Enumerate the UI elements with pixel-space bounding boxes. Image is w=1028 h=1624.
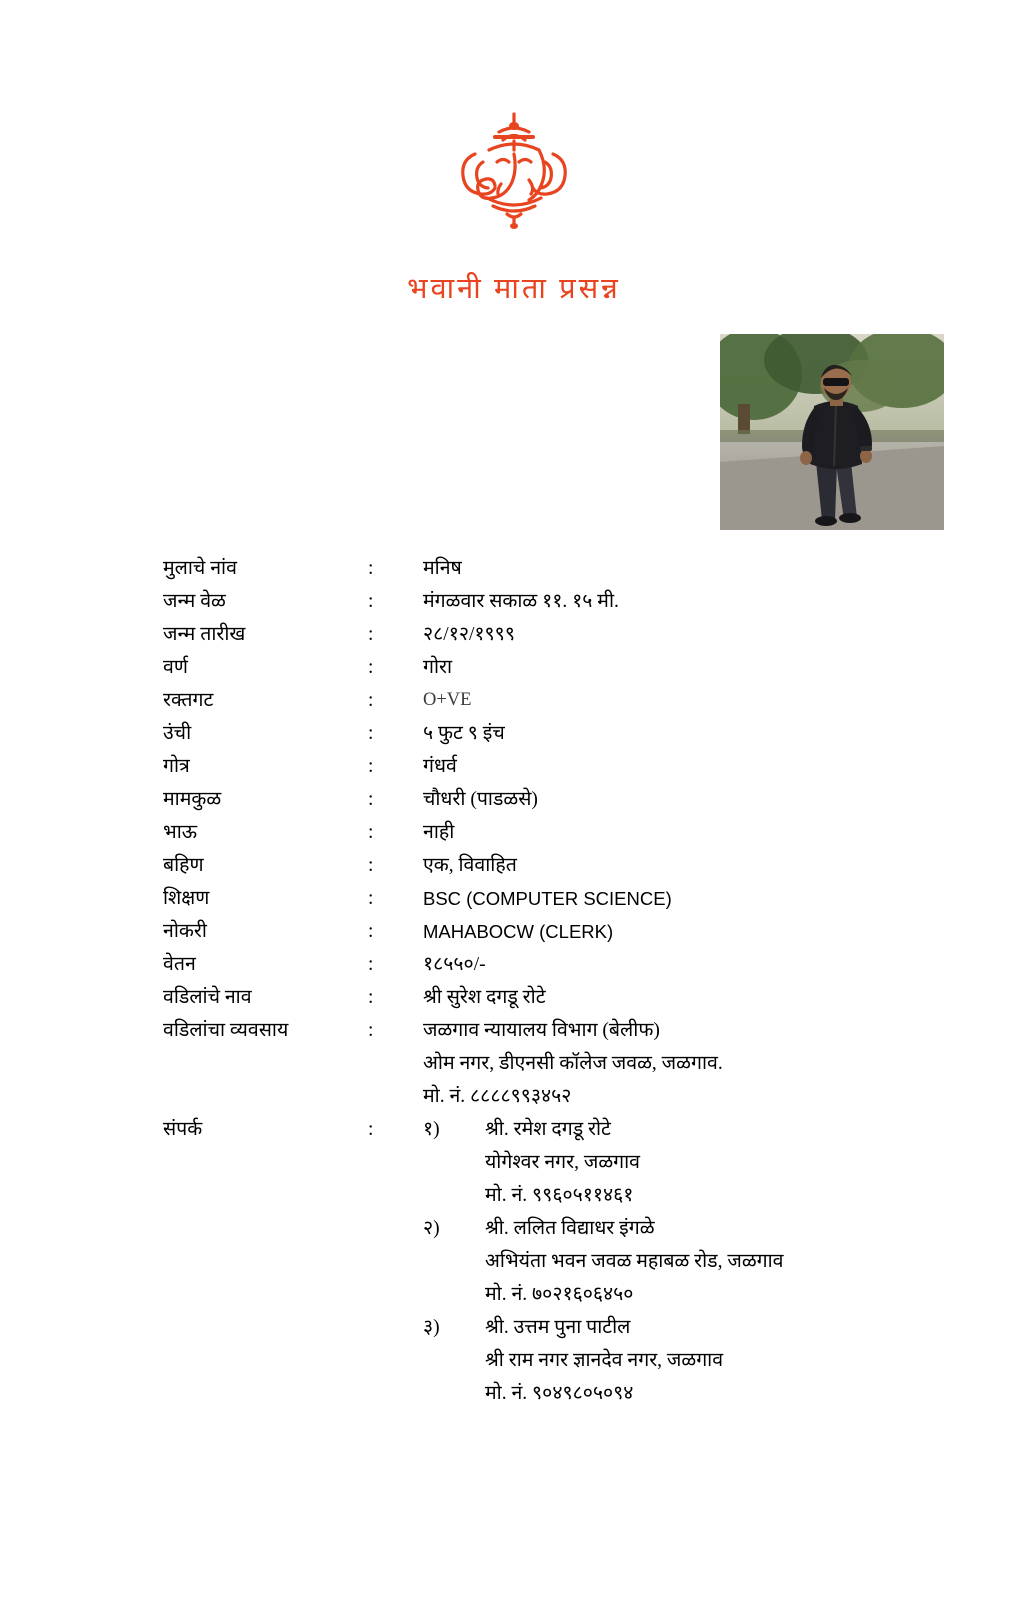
row-value: श्री सुरेश दगडू रोटे — [423, 987, 546, 1008]
contact-number: २) — [423, 1218, 440, 1239]
row-value: गोरा — [423, 657, 453, 678]
contact-name: श्री. रमेश दगडू रोटे — [485, 1119, 611, 1140]
contact-address: अभियंता भवन जवळ महाबळ रोड, जळगाव — [485, 1251, 784, 1272]
contact-lines — [485, 1113, 640, 1212]
row-label: वर्ण — [163, 657, 188, 678]
list-item — [423, 1311, 923, 1410]
row-label: वेतन — [163, 954, 196, 975]
table-row — [163, 981, 923, 1014]
blessing-text: भवानी माता प्रसन्न — [407, 273, 621, 305]
contact-phone: मो. नं. ९९६०५११४६१ — [485, 1185, 634, 1206]
table-row — [163, 585, 923, 618]
row-value: एक, विवाहित — [423, 855, 517, 876]
row-colon: : — [368, 723, 374, 744]
table-row — [163, 816, 923, 849]
row-colon: : — [368, 591, 374, 612]
details-table — [163, 552, 923, 1410]
row-colon: : — [368, 756, 374, 777]
table-row — [163, 552, 923, 585]
ganesh-emblem — [0, 110, 1028, 230]
row-label: उंची — [163, 723, 192, 744]
candidate-photo — [720, 334, 944, 530]
table-row — [163, 651, 923, 684]
contacts-list — [423, 1113, 923, 1410]
contact-address: योगेश्वर नगर, जळगाव — [485, 1152, 641, 1173]
row-colon: : — [368, 987, 374, 1008]
row-value: २८/१२/१९९९ — [423, 624, 515, 645]
row-value: चौधरी (पाडळसे) — [423, 789, 538, 810]
row-value: MAHABOCW (CLERK) — [423, 921, 614, 942]
row-colon: : — [368, 624, 374, 645]
row-label: नोकरी — [163, 921, 207, 942]
address-line — [163, 1080, 923, 1113]
row-value: मनिष — [423, 558, 462, 579]
list-item — [423, 1113, 923, 1212]
row-label: शिक्षण — [163, 888, 210, 909]
table-row — [163, 618, 923, 651]
table-row — [163, 783, 923, 816]
row-colon: : — [368, 954, 374, 975]
address-phone: मो. नं. ८८८८९९३४५२ — [423, 1086, 572, 1107]
row-colon: : — [368, 558, 374, 579]
row-label: मामकुळ — [163, 789, 222, 810]
table-row — [163, 948, 923, 981]
row-label: वडिलांचा व्यवसाय — [163, 1020, 289, 1041]
row-label: मुलाचे नांव — [163, 558, 237, 579]
contacts-section — [163, 1113, 923, 1410]
row-label: जन्म वेळ — [163, 591, 226, 612]
row-colon: : — [368, 789, 374, 810]
table-row — [163, 1014, 923, 1047]
contact-lines — [485, 1311, 723, 1410]
list-item — [423, 1212, 923, 1311]
row-label: रक्तगट — [163, 690, 214, 711]
table-row — [163, 882, 923, 915]
row-label: बहिण — [163, 855, 204, 876]
table-row — [163, 849, 923, 882]
contact-address: श्री राम नगर ज्ञानदेव नगर, जळगाव — [485, 1350, 724, 1371]
photo-image — [720, 334, 944, 530]
row-value: गंधर्व — [423, 756, 457, 777]
row-value: BSC (COMPUTER SCIENCE) — [423, 888, 672, 909]
row-value: नाही — [423, 822, 455, 843]
contacts-label: संपर्क — [163, 1119, 203, 1140]
row-label: भाऊ — [163, 822, 198, 843]
row-colon: : — [368, 855, 374, 876]
row-value: १८५५०/- — [423, 954, 486, 975]
row-colon: : — [368, 657, 374, 678]
contacts-colon: : — [368, 1119, 374, 1140]
table-row — [163, 684, 923, 717]
row-colon: : — [368, 888, 374, 909]
contact-lines — [485, 1212, 784, 1311]
row-colon: : — [368, 1020, 374, 1041]
contact-number: १) — [423, 1119, 440, 1140]
contact-phone: मो. नं. ९०४९८०५०९४ — [485, 1383, 634, 1404]
indent-spacer — [163, 1080, 423, 1113]
row-label: गोत्र — [163, 756, 190, 777]
ganesh-icon — [429, 110, 599, 230]
contact-phone: मो. नं. ७०२१६०६४५० — [485, 1284, 634, 1305]
table-row — [163, 717, 923, 750]
row-label: वडिलांचे नाव — [163, 987, 252, 1008]
contact-name: श्री. उत्तम पुना पाटील — [485, 1317, 631, 1338]
row-value: ५ फुट ९ इंच — [423, 723, 505, 744]
row-label: जन्म तारीख — [163, 624, 246, 645]
table-row — [163, 915, 923, 948]
row-value: जळगाव न्यायालय विभाग (बेलीफ) — [423, 1020, 660, 1041]
indent-spacer — [163, 1047, 423, 1080]
row-value: मंगळवार सकाळ ११. १५ मी. — [423, 591, 619, 612]
row-colon: : — [368, 822, 374, 843]
table-row — [163, 750, 923, 783]
row-colon: : — [368, 690, 374, 711]
address-text: ओम नगर, डीएनसी कॉलेज जवळ, जळगाव. — [423, 1053, 723, 1074]
address-line — [163, 1047, 923, 1080]
contact-name: श्री. ललित विद्याधर इंगळे — [485, 1218, 655, 1239]
row-value: O+VE — [423, 690, 472, 710]
contact-number: ३) — [423, 1317, 440, 1338]
row-colon: : — [368, 921, 374, 942]
